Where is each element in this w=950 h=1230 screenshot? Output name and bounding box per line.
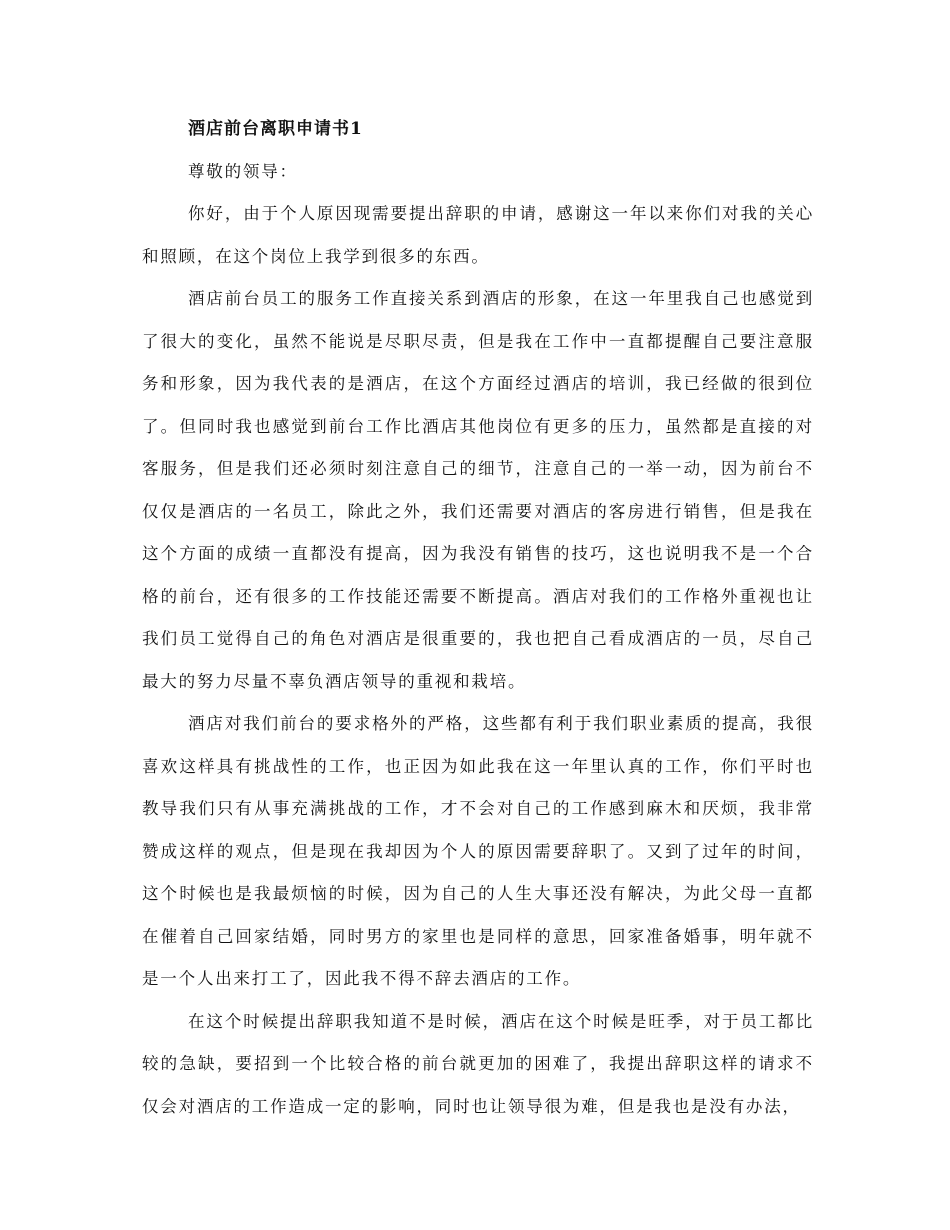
document-body <box>142 108 814 1128</box>
paragraph-3: 酒店对我们前台的要求格外的严格，这些都有利于我们职业素质的提高，我很喜欢这样具有挑战性的工作，也正因为如此我在这一年里认真的工作，你们平时也教导我们只有从事充满挑战的工作，才不会对自己的工作感到麻木和厌烦，我非常赞成这样的观点，但是现在我却因为个人的原因需要辞职了。又到了过年的时间，这个时候也是我最烦恼的时候，因为自己的人生大事还没有解决，为此父母一直都在催着自己回家结婚，同时男方的家里也是同样的意思，回家准备婚事，明年就不是一个人出来打工了，因此我不得不辞去酒店的工作。 <box>142 714 814 988</box>
salutation: 尊敬的领导： <box>188 161 298 181</box>
paragraph-1: 你好，由于个人原因现需要提出辞职的申请，感谢这一年以来你们对我的关心和照顾，在这个岗位上我学到很多的东西。 <box>142 204 814 266</box>
paragraph-2: 酒店前台员工的服务工作直接关系到酒店的形象，在这一年里我自己也感觉到了很大的变化，虽然不能说是尽职尽责，但是我在工作中一直都提醒自己要注意服务和形象，因为我代表的是酒店，在这个方面经过酒店的培训，我已经做的很到位了。但同时我也感觉到前台工作比酒店其他岗位有更多的压力，虽然都是直接的对客服务，但是我们还必须时刻注意自己的细节，注意自己的一举一动，因为前台不仅仅是酒店的一名员工，除此之外，我们还需要对酒店的客房进行销售，但是我在这个方面的成绩一直都没有提高，因为我没有销售的技巧，这也说明我不是一个合格的前台，还有很多的工作技能还需要不断提高。酒店对我们的工作格外重视也让我们员工觉得自己的角色对酒店是很重要的，我也把自己看成酒店的一员，尽自己最大的努力尽量不辜负酒店领导的重视和栽培。 <box>142 289 814 691</box>
paragraph-4: 在这个时候提出辞职我知道不是时候，酒店在这个时候是旺季，对于员工都比较的急缺，要招到一个比较合格的前台就更加的困难了，我提出辞职这样的请求不仅会对酒店的工作造成一定的影响，同时也让领导很为难，但是我也是没有办法， <box>142 1011 814 1116</box>
document-title: 酒店前台离职申请书1 <box>188 119 363 139</box>
